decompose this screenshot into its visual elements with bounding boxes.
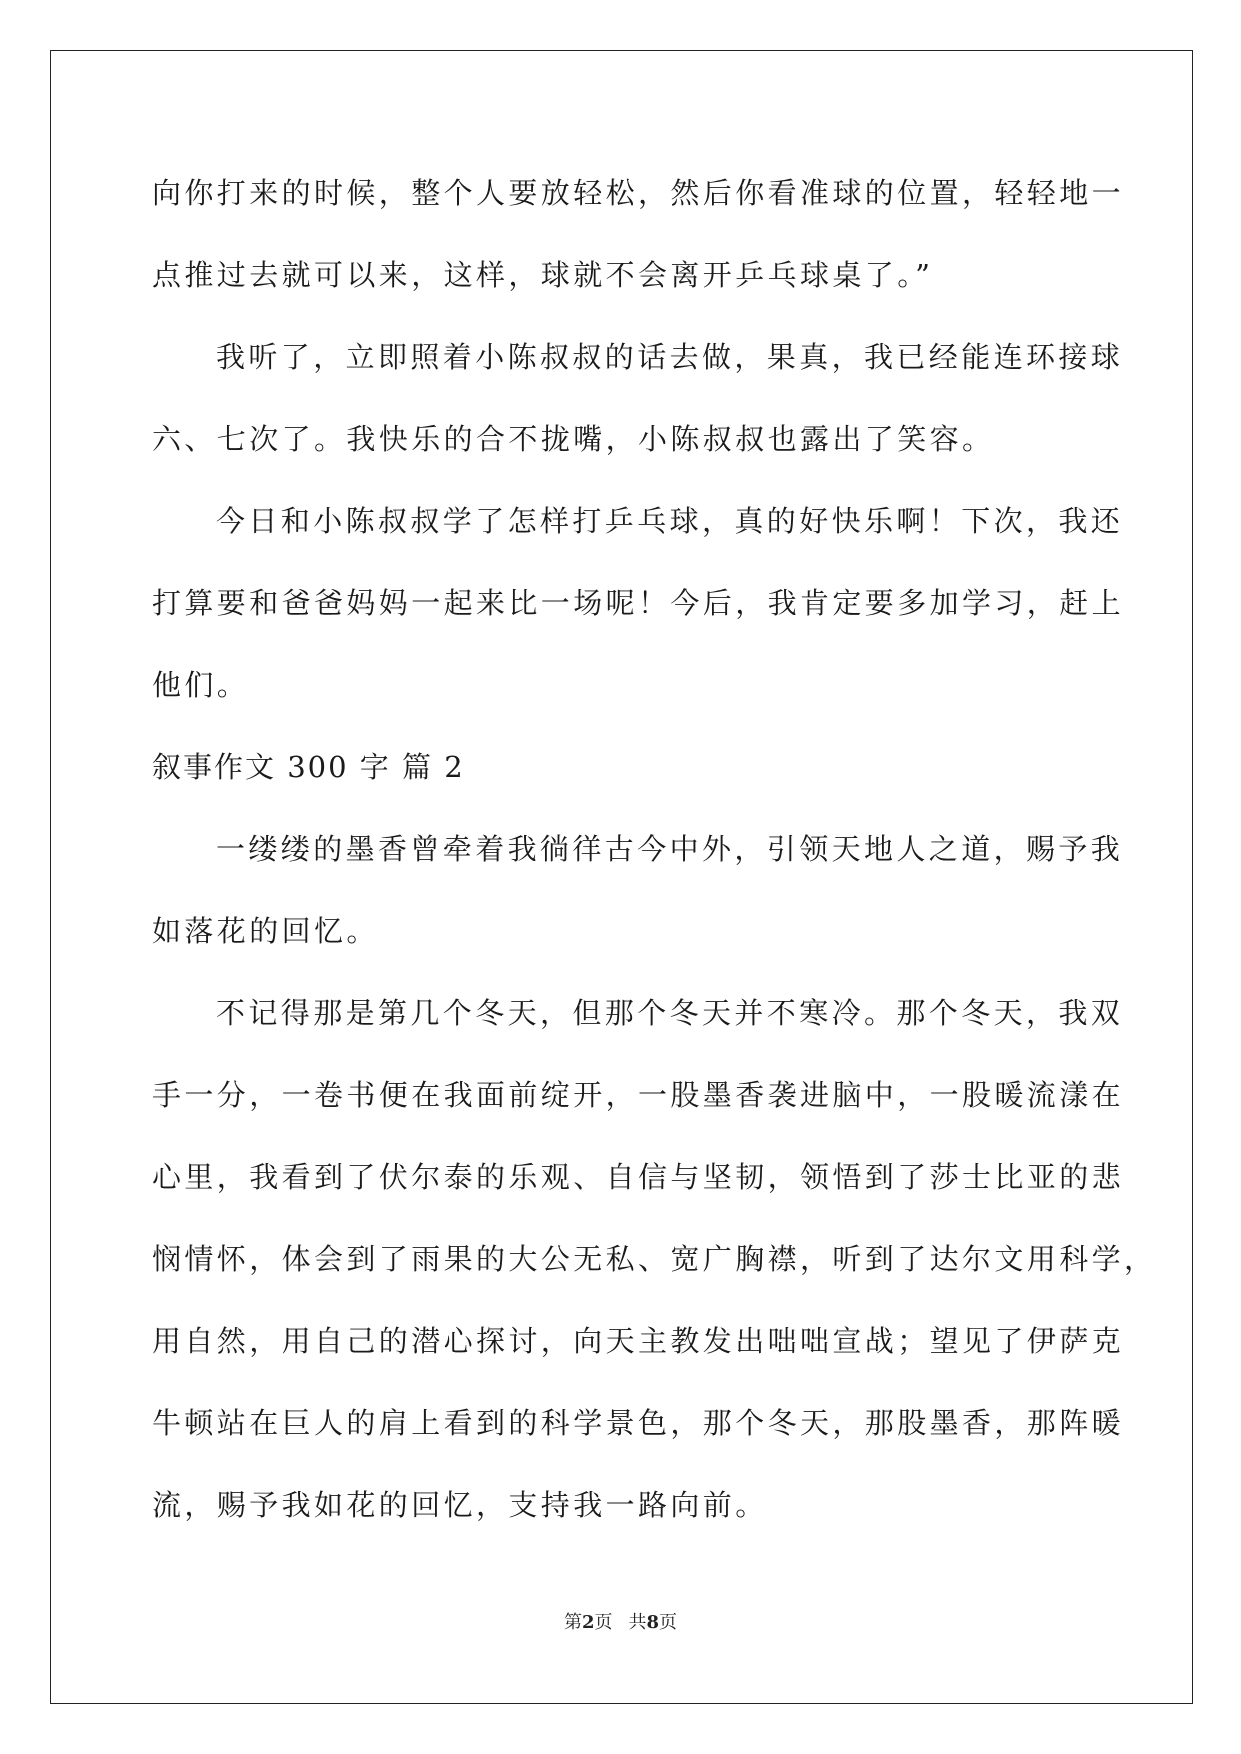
text-line: 点推过去就可以来，这样，球就不会离开乒乓球桌了。” (152, 258, 934, 292)
page-prefix: 第 (563, 1612, 582, 1633)
text-line: 悯情怀，体会到了雨果的大公无私、宽广胸襟，听到了达尔文用科学， (152, 1242, 1157, 1276)
section-heading: 叙事作文 300 字 篇 2 (152, 750, 465, 784)
text-line: 流，赐予我如花的回忆，支持我一路向前。 (152, 1488, 768, 1522)
text-line: 心里，我看到了伏尔泰的乐观、自信与坚韧，领悟到了莎士比亚的悲 (152, 1160, 1125, 1194)
text-line: 打算要和爸爸妈妈一起来比一场呢！今后，我肯定要多加学习，赶上 (152, 586, 1125, 620)
text-line: 手一分，一卷书便在我面前绽开，一股墨香袭进脑中，一股暖流漾在 (152, 1078, 1125, 1112)
page-suffix: 页 (594, 1612, 613, 1633)
text-line: 我听了，立即照着小陈叔叔的话去做，果真，我已经能连环接球 (216, 340, 1124, 374)
text-line: 如落花的回忆。 (152, 914, 379, 948)
text-line: 六、七次了。我快乐的合不拢嘴，小陈叔叔也露出了笑容。 (152, 422, 995, 456)
text-line: 用自然，用自己的潜心探讨，向天主教发出咄咄宣战；望见了伊萨克 (152, 1324, 1125, 1358)
document-body (152, 152, 1157, 1546)
text-line: 向你打来的时候，整个人要放轻松，然后你看准球的位置，轻轻地一 (152, 176, 1125, 210)
total-prefix: 共 (628, 1612, 647, 1633)
text-line: 牛顿站在巨人的肩上看到的科学景色，那个冬天，那股墨香，那阵暖 (152, 1406, 1125, 1440)
total-page-number: 8 (646, 1612, 660, 1633)
text-line: 不记得那是第几个冬天，但那个冬天并不寒冷。那个冬天，我双 (216, 996, 1124, 1030)
text-line: 一缕缕的墨香曾牵着我徜徉古今中外，引领天地人之道，赐予我 (216, 832, 1124, 866)
text-line: 他们。 (152, 668, 250, 702)
total-suffix: 页 (659, 1612, 678, 1633)
text-line: 今日和小陈叔叔学了怎样打乒乓球，真的好快乐啊！下次，我还 (216, 504, 1124, 538)
current-page-number: 2 (581, 1612, 595, 1633)
page-footer (0, 1608, 1241, 1634)
